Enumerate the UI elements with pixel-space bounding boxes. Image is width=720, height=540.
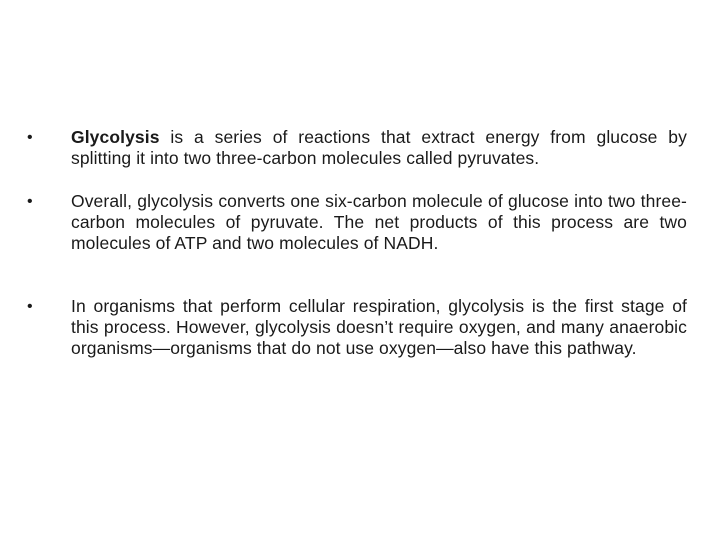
bullet-text: Overall, glycolysis converts one six-carbon molecule of glucose into two three-carbon molecules of pyruvate. The net products of this process are two molecules of ATP and two molecules of NADH. [71,191,687,253]
bullet-list [27,127,687,359]
bullet-marker: • [27,193,33,210]
bullet-text: In organisms that perform cellular respiration, glycolysis is the first stage of this process. However, glycolysis doesn’t require oxygen, and many anaerobic organisms—organisms that do not use oxygen—also have this pathway. [71,296,687,358]
bullet-text: is a series of reactions that extract energy from glucose by splitting it into two three-carbon molecules called pyruvates. [71,127,687,168]
bullet-glycolysis-overall [27,191,687,254]
bullet-marker: • [27,298,33,315]
bullet-glycolysis-organisms [27,296,687,359]
bold-term: Glycolysis [71,127,160,147]
bullet-marker: • [27,129,33,146]
bullet-glycolysis-definition [27,127,687,169]
